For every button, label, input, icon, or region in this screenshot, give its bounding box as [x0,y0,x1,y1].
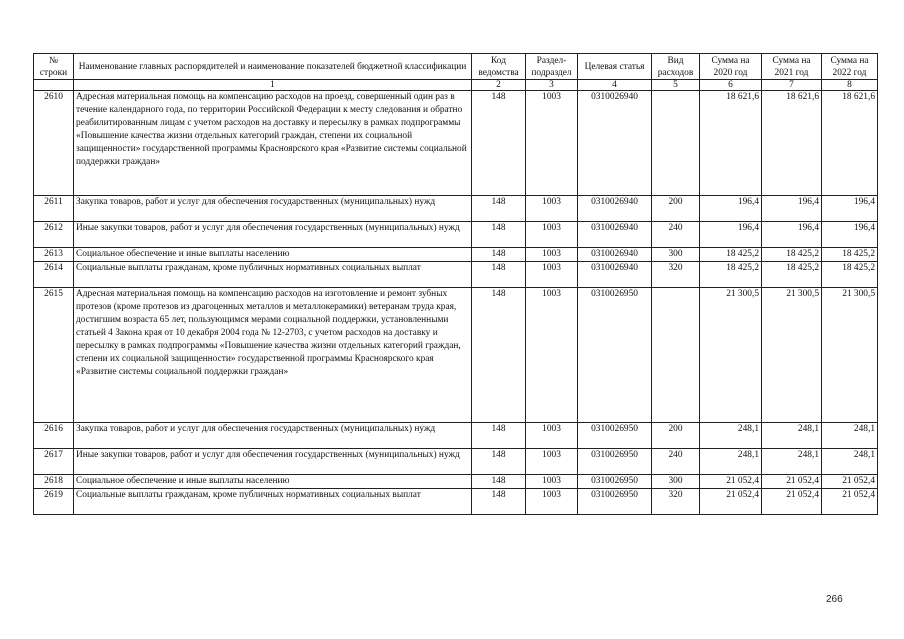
col-number: 1 [74,80,472,91]
row-num: 2612 [34,222,74,248]
table-row [34,196,878,222]
row-sum-2020: 196,4 [700,196,762,222]
col-number: 5 [652,80,700,91]
row-sum-2021: 18 425,2 [762,262,822,288]
row-target: 0310026940 [578,196,652,222]
row-num: 2615 [34,288,74,423]
col-header-sum2021: Сумма на 2021 год [762,54,822,80]
table-row [34,91,878,196]
row-target: 0310026950 [578,288,652,423]
table-row [34,262,878,288]
row-sum-2022: 18 425,2 [822,248,878,262]
row-name: Иные закупки товаров, работ и услуг для обеспечения государственных (муниципальных) нужд [74,449,472,475]
row-target: 0310026950 [578,449,652,475]
column-number-row [34,80,878,91]
col-header-target: Целевая статья [578,54,652,80]
row-num: 2618 [34,475,74,489]
table-row [34,449,878,475]
row-kind: 240 [652,222,700,248]
row-dept: 148 [472,288,526,423]
row-sum-2020: 18 621,6 [700,91,762,196]
row-name: Иные закупки товаров, работ и услуг для обеспечения государственных (муниципальных) нужд [74,222,472,248]
row-sum-2022: 21 052,4 [822,489,878,515]
row-kind [652,288,700,423]
row-sum-2020: 18 425,2 [700,262,762,288]
table-row [34,475,878,489]
row-sum-2022: 21 300,5 [822,288,878,423]
row-sum-2021: 196,4 [762,196,822,222]
col-header-sum2022: Сумма на 2022 год [822,54,878,80]
row-sum-2021: 21 052,4 [762,475,822,489]
table-row [34,423,878,449]
row-num: 2613 [34,248,74,262]
row-kind: 200 [652,196,700,222]
row-name: Социальное обеспечение и иные выплаты населению [74,248,472,262]
row-sum-2020: 196,4 [700,222,762,248]
row-num: 2614 [34,262,74,288]
col-number: 8 [822,80,878,91]
row-sum-2020: 21 300,5 [700,288,762,423]
row-sum-2021: 18 621,6 [762,91,822,196]
table-row [34,489,878,515]
row-section: 1003 [526,262,578,288]
row-target: 0310026940 [578,262,652,288]
row-sum-2022: 248,1 [822,449,878,475]
row-section: 1003 [526,489,578,515]
row-sum-2022: 196,4 [822,196,878,222]
row-sum-2021: 18 425,2 [762,248,822,262]
col-header-section: Раздел-подраздел [526,54,578,80]
row-section: 1003 [526,196,578,222]
row-target: 0310026950 [578,489,652,515]
row-name: Адресная материальная помощь на компенсацию расходов на проезд, совершенный один раз в течение календарного года, по территории Российской Федерации к месту следования и обратно реабилитированным лицам с учетом расходов на доставку и пересылку в рамках подпрограммы «Повышение качества жизни отдельных категорий граждан, степени их социальной защищенности» государственной программы Красноярского края «Развитие системы социальной поддержки граждан» [74,91,472,196]
row-kind: 240 [652,449,700,475]
row-sum-2022: 18 621,6 [822,91,878,196]
row-num: 2610 [34,91,74,196]
row-num: 2617 [34,449,74,475]
row-section: 1003 [526,475,578,489]
row-sum-2021: 248,1 [762,423,822,449]
row-target: 0310026940 [578,91,652,196]
row-num: 2616 [34,423,74,449]
row-name: Социальное обеспечение и иные выплаты населению [74,475,472,489]
table-row [34,222,878,248]
col-header-dept: Код ведомства [472,54,526,80]
table-row [34,288,878,423]
col-header-sum2020: Сумма на 2020 год [700,54,762,80]
row-section: 1003 [526,449,578,475]
row-section: 1003 [526,288,578,423]
col-header-num: № строки [34,54,74,80]
row-target: 0310026940 [578,248,652,262]
budget-table [33,53,878,515]
row-dept: 148 [472,91,526,196]
row-name: Социальные выплаты гражданам, кроме публичных нормативных социальных выплат [74,262,472,288]
row-sum-2021: 21 300,5 [762,288,822,423]
row-sum-2020: 21 052,4 [700,489,762,515]
row-target: 0310026940 [578,222,652,248]
row-kind: 200 [652,423,700,449]
col-number: 3 [526,80,578,91]
row-kind: 320 [652,489,700,515]
row-kind [652,91,700,196]
row-sum-2020: 18 425,2 [700,248,762,262]
row-sum-2020: 248,1 [700,449,762,475]
row-name: Закупка товаров, работ и услуг для обеспечения государственных (муниципальных) нужд [74,423,472,449]
row-name: Закупка товаров, работ и услуг для обеспечения государственных (муниципальных) нужд [74,196,472,222]
row-dept: 148 [472,489,526,515]
row-section: 1003 [526,423,578,449]
table-row [34,248,878,262]
row-sum-2022: 21 052,4 [822,475,878,489]
row-dept: 148 [472,196,526,222]
row-sum-2022: 248,1 [822,423,878,449]
row-section: 1003 [526,91,578,196]
row-name: Социальные выплаты гражданам, кроме публичных нормативных социальных выплат [74,489,472,515]
row-sum-2020: 21 052,4 [700,475,762,489]
row-section: 1003 [526,248,578,262]
row-sum-2022: 18 425,2 [822,262,878,288]
row-sum-2020: 248,1 [700,423,762,449]
row-dept: 148 [472,449,526,475]
row-sum-2021: 196,4 [762,222,822,248]
row-kind: 300 [652,475,700,489]
page-number: 266 [826,594,843,605]
row-dept: 148 [472,262,526,288]
col-number: 7 [762,80,822,91]
row-sum-2022: 196,4 [822,222,878,248]
row-name: Адресная материальная помощь на компенсацию расходов на изготовление и ремонт зубных протезов (кроме протезов из драгоценных металлов и металлокерамики) ветеранам труда края, достигшим возраста 65 лет, пользующимся мерами социальной поддержки, установленными статьей 4 Закона края от 10 декабря 2004 года № 12-2703, с учетом расходов на доставку и пересылку в рамках подпрограммы «Повышение качества жизни отдельных категорий граждан, степени их социальной защищенности» государственной программы Красноярского края «Развитие системы социальной поддержки граждан» [74,288,472,423]
col-number: 6 [700,80,762,91]
row-dept: 148 [472,248,526,262]
row-dept: 148 [472,475,526,489]
row-kind: 300 [652,248,700,262]
row-dept: 148 [472,423,526,449]
row-sum-2021: 248,1 [762,449,822,475]
row-sum-2021: 21 052,4 [762,489,822,515]
col-number [34,80,74,91]
row-num: 2619 [34,489,74,515]
col-header-kind: Вид расходов [652,54,700,80]
row-target: 0310026950 [578,475,652,489]
row-num: 2611 [34,196,74,222]
col-number: 4 [578,80,652,91]
row-section: 1003 [526,222,578,248]
row-kind: 320 [652,262,700,288]
header-row [34,54,878,80]
row-dept: 148 [472,222,526,248]
col-header-name: Наименование главных распорядителей и наименование показателей бюджетной классификации [74,54,472,80]
row-target: 0310026950 [578,423,652,449]
col-number: 2 [472,80,526,91]
